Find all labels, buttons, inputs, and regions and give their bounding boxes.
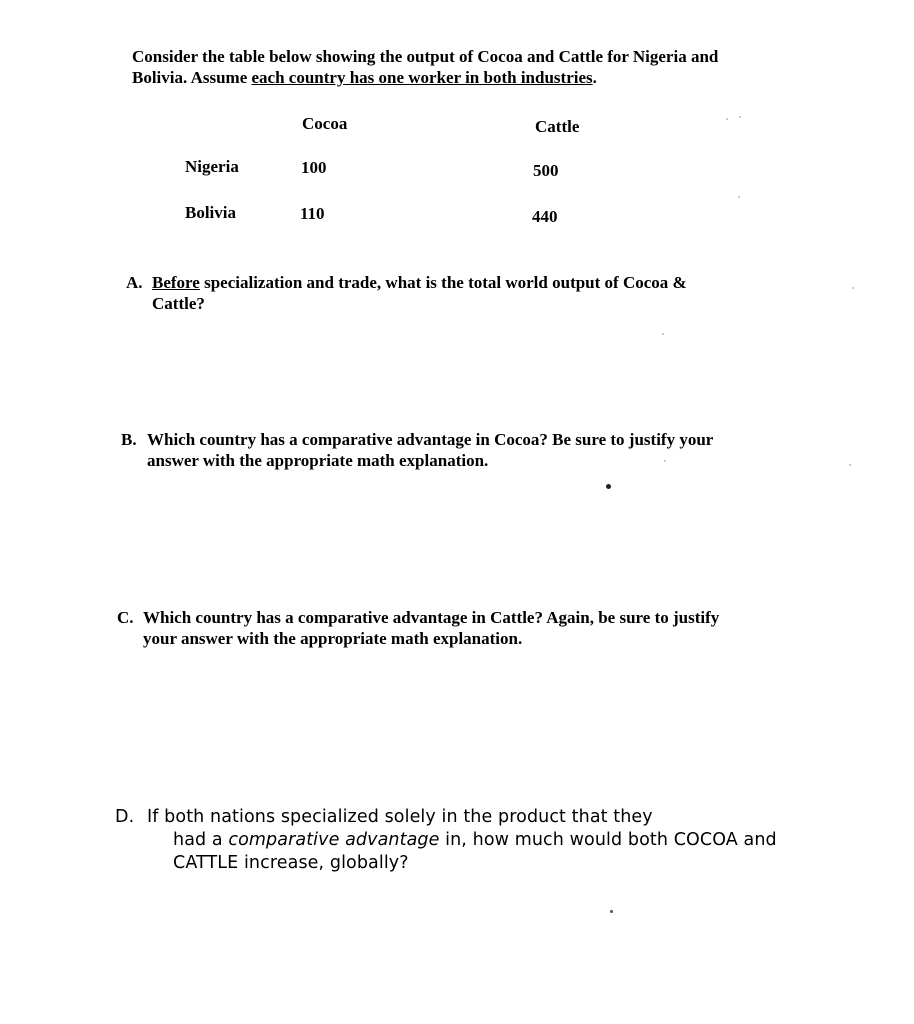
intro-line-2 <box>132 67 718 88</box>
question-c-line-2: your answer with the appropriate math explanation. <box>143 629 523 648</box>
scan-speck <box>726 118 728 120</box>
cell-bolivia-cattle: 440 <box>532 207 558 226</box>
question-a-line-2: Cattle? <box>152 294 205 313</box>
cell-nigeria-cattle: 500 <box>533 161 559 180</box>
intro-underlined-assumption: each country has one worker in both industries <box>251 68 593 87</box>
question-b-line-1 <box>121 429 713 450</box>
scan-speck <box>664 460 666 462</box>
question-d-text-1: If both nations specialized solely in the product that they <box>147 807 653 827</box>
question-d-letter: D. <box>115 807 135 827</box>
row-label-nigeria: Nigeria <box>185 157 239 176</box>
question-a-letter: A. <box>126 273 143 292</box>
scan-speck <box>849 464 851 466</box>
intro-line-2-text: Bolivia. Assume <box>132 68 252 87</box>
scan-speck <box>739 116 741 118</box>
question-c-letter: C. <box>117 608 134 627</box>
question-d-line-1 <box>115 806 777 829</box>
question-c-text: Which country has a comparative advantage in Cattle? Again, be sure to justify <box>143 608 720 627</box>
intro-paragraph <box>132 46 718 88</box>
scan-speck <box>606 484 611 489</box>
question-a-text: specialization and trade, what is the total world output of Cocoa & <box>199 273 687 292</box>
question-a-underlined: Before <box>152 273 200 292</box>
question-d-text-2-pre: had a <box>173 830 229 850</box>
question-d-line-2 <box>115 829 777 852</box>
scan-speck <box>662 333 664 335</box>
scan-speck <box>852 287 854 289</box>
question-d-line-3: CATTLE increase, globally? <box>173 853 409 873</box>
intro-line-2-period: . <box>592 68 597 87</box>
question-b-line-2: answer with the appropriate math explanation. <box>147 451 489 470</box>
question-b <box>121 429 713 471</box>
question-b-text: Which country has a comparative advantage in Cocoa? Be sure to justify your <box>147 430 714 449</box>
cell-bolivia-cocoa: 110 <box>300 204 325 223</box>
scan-speck <box>610 910 613 913</box>
scan-speck <box>738 196 740 198</box>
column-header-cattle: Cattle <box>535 117 580 136</box>
row-label-bolivia: Bolivia <box>185 203 237 222</box>
question-d-italic-term: comparative advantage <box>228 830 440 850</box>
question-d <box>115 806 777 875</box>
question-a <box>126 272 687 314</box>
cell-nigeria-cocoa: 100 <box>301 158 327 177</box>
question-b-letter: B. <box>121 430 137 449</box>
column-header-cocoa: Cocoa <box>302 114 348 133</box>
intro-line-1: Consider the table below showing the output of Cocoa and Cattle for Nigeria and <box>132 47 719 66</box>
question-d-text-2-post: in, how much would both COCOA and <box>439 830 777 850</box>
question-c-line-1 <box>117 607 719 628</box>
question-a-line-1 <box>126 272 687 293</box>
question-c <box>117 607 719 649</box>
